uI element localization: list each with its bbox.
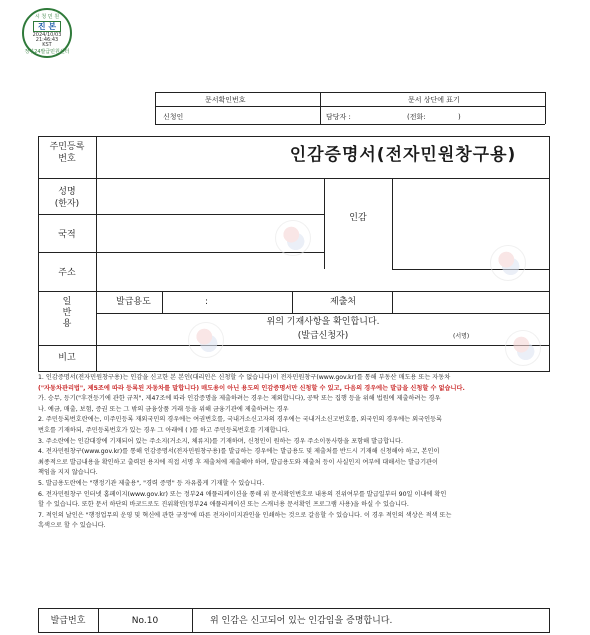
header-divider <box>320 92 321 124</box>
confirm-text: 위의 기재사항을 확인합니다. <box>266 317 380 327</box>
note-line: 번호를 기재하되, 주민등록번호가 있는 경우 그 아래에 ( )를 하고 주민등록번호를 기재합니다. <box>38 426 290 434</box>
row-line-2 <box>38 214 324 215</box>
certify-text: 위 인감은 신고되어 있는 인감임을 증명합니다. <box>210 616 393 626</box>
issue-row-divider-2 <box>192 608 193 633</box>
applicant-label: 신청인 <box>163 113 184 121</box>
seal-col-right <box>392 178 393 269</box>
officer-label: 담당자 : <box>326 113 351 121</box>
issue-no-label: 발급번호 <box>50 616 86 626</box>
note-line: 책임을 지지 않습니다. <box>38 469 98 477</box>
purpose-label: 발급용도 <box>116 297 151 307</box>
note-line: 4. 전자민원창구(www.gov.kr)를 통해 인감증명서(전자민원창구용)를 발급하는 경우에는 발급용도 및 제출처를 반드시 기재해 신청해야 하고, 본인이 <box>38 448 440 456</box>
stamp-top-text: 시 청 민 원 <box>34 14 60 20</box>
purpose-value: : <box>205 297 209 307</box>
stamp-zone: KST <box>42 42 52 48</box>
header-bottom-border <box>155 124 545 125</box>
address-label: 주소 <box>58 268 76 278</box>
stamp-date: 2024/10/03 <box>32 32 62 38</box>
note-line: 가. 승무, 등기("후견등기에 관한 규칙", 제47조에 따라 인감증명을 제출하려는 경우는 제외합니다), 공탁 또는 집행 등을 위해 법원에 제출하려는 경우 <box>38 395 441 403</box>
note-line: ("자동차관리법", 제5조에 따라 등록된 자동차를 말합니다) 매도용이 아닌 용도의 인감증명서만 신청할 수 있고, 다음의 경우에는 발급을 신청할 수 없습니다. <box>38 384 465 392</box>
watermark-emblem <box>490 245 526 281</box>
general-use-label: 일 반 용 <box>62 297 72 329</box>
issue-no-value: No.10 <box>131 616 159 626</box>
notes-section <box>38 373 550 532</box>
submit-divider-right <box>392 291 393 313</box>
applicant-sign: (발급신청자) <box>297 331 349 341</box>
row-line-4 <box>38 291 550 292</box>
row-line-5 <box>96 313 550 314</box>
seal-bottom <box>392 269 550 270</box>
note-line: 흑색으로 할 수 있습니다. <box>38 522 106 530</box>
stamp-time: 21:46:43 <box>35 37 59 43</box>
stamp-main-text: 진 본 <box>33 21 61 32</box>
doc-number-label: 문서확인번호 <box>205 96 246 104</box>
seal-top <box>392 178 550 179</box>
issuance-stamp <box>22 8 72 58</box>
submit-divider-left <box>292 291 293 313</box>
phone-close: ) <box>458 113 461 121</box>
form-title: 인감증명서(전자민원창구용) <box>289 145 517 165</box>
note-line: 2. 주민등록번호란에는, 미주민등록 재외국민의 경우에는 여권번호를, 국내거소신고자의 경우에는 국내거소신고번호를, 외국인의 경우에는 외국인등록 <box>38 416 443 424</box>
doc-sticker-label: 문서 상단에 표기 <box>408 96 460 104</box>
submit-to-label: 제출처 <box>330 297 357 307</box>
note-line: 나. 예금, 매출, 보험, 증권 또는 그 밖의 금융상품 거래 등을 위해 금융기관에 제출하려는 경우 <box>38 405 289 413</box>
note-line: 5. 발급용도란에는 "행정기관 제출용", "경력 증명" 등 자유롭게 기재할 수 있습니다. <box>38 479 265 487</box>
phone-label: (전화: <box>407 113 426 121</box>
watermark-emblem <box>188 322 224 358</box>
seal-label: 인감 <box>349 213 367 223</box>
header-left-border <box>155 92 156 124</box>
watermark-emblem <box>505 330 541 366</box>
note-line: 6. 전자민원창구 인터넷 홈페이지(www.gov.kr) 또는 정부24 애플리케이션을 통해 위 문서확인번호로 내용의 진위여부를 발급일부터 90일 이내에 확인 <box>38 490 447 498</box>
row-line-6 <box>38 345 550 346</box>
header-top-border <box>155 92 545 93</box>
note-line: 최종적으로 발급내용을 확인하고 출력된 용지에 직접 서명 후 제출처에 제출해야 하며, 발급용도와 제출처 등이 사실인지 여부에 대해서는 발급기관이 <box>38 458 439 466</box>
note-line: 1. 인감증명서(전자민원창구용)는 인감을 신고한 본 본인(대리인은 신청할 수 없습니다)이 전자민원창구(www.gov.kr)를 통해 부동산 매도용 또는 자동차 <box>38 374 451 381</box>
header-mid-border <box>155 106 545 107</box>
stamp-bottom-text: 정부24발급민원센터 <box>24 49 70 55</box>
note-line: 7. 적인의 날인은 "행정업무의 운영 및 혁신에 관한 규정"에 따른 전자이미지관인을 인쇄하는 것으로 갈음할 수 있습니다. 이 경우 적인의 색상은 적색 또는 <box>38 511 452 519</box>
remarks-label: 비고 <box>58 353 76 363</box>
name-label: 성명 (한자) <box>54 187 80 209</box>
nationality-label: 국적 <box>58 230 76 240</box>
note-line: 3. 주소란에는 인감대장에 기재되어 있는 주소지(거소지, 체류지)를 기재하며, 신청인이 원하는 경우 주소이동사항을 포함해 발급합니다. <box>38 437 403 445</box>
signature-label: (서명) <box>453 333 470 340</box>
purpose-divider <box>162 291 163 313</box>
header-right-border <box>545 92 546 124</box>
watermark-emblem <box>275 220 311 256</box>
rrn-label: 주민등록 번호 <box>49 142 85 164</box>
note-line: 할 수 있습니다. 또한 문서 하단의 바코드로도 진위확인(정부24 애플리케이션 또는 스캐너용 문서확인 프로그램 사용)을 하실 수 있습니다. <box>38 501 409 509</box>
